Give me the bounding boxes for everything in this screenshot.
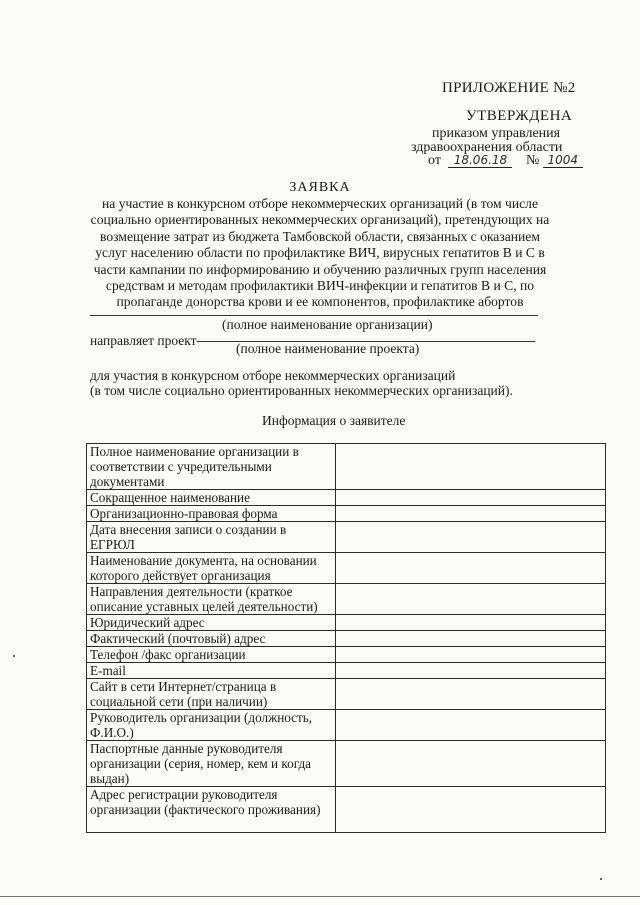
field-label: Юридический адрес <box>87 615 336 631</box>
table-row <box>87 787 606 833</box>
document-title: ЗАЯВКА <box>289 180 351 195</box>
org-name-hint: (полное наименование организации) <box>222 317 433 332</box>
scan-speck <box>13 655 15 657</box>
field-label: Дата внесения записи о создании в ЕГРЮЛ <box>87 522 336 553</box>
table-row <box>87 679 606 710</box>
field-value-cell[interactable] <box>336 679 606 710</box>
appendix-label: ПРИЛОЖЕНИЕ №2 <box>442 80 576 96</box>
field-label: Сокращенное наименование <box>87 490 336 506</box>
table-row <box>87 490 606 506</box>
order-date-line <box>428 153 583 169</box>
applicant-info-title: Информация о заявителе <box>262 413 406 428</box>
intro-paragraph: на участие в конкурсном отборе некоммерческих организаций (в том числе социально ориентированных некоммерческих организаций), претендующих на возмещение затрат из бюджета Тамбовской области, связанных с оказанием услуг населению области по профилактике ВИЧ, вирусных гепатитов В и С в части кампании по информированию и обучению различных групп населения средствам и методам профилактики ВИЧ-инфекции и гепатитов В и С, по пропаганде донорства крови и ее компонентов, профилактике абортов <box>90 196 550 310</box>
field-label: Сайт в сети Интернет/страница в социальной сети (при наличии) <box>87 679 336 710</box>
field-label: Направления деятельности (краткое описание уставных целей деятельности) <box>87 584 336 615</box>
date-prefix: от <box>428 153 441 168</box>
table-row <box>87 522 606 553</box>
applicant-info-table <box>86 443 606 833</box>
participation-line-1: для участия в конкурсном отборе некоммерческих организаций <box>90 368 456 383</box>
table-row <box>87 647 606 663</box>
field-value-cell[interactable] <box>336 615 606 631</box>
field-label: Руководитель организации (должность, Ф.И.О.) <box>87 710 336 741</box>
table-row <box>87 506 606 522</box>
field-label: Организационно-правовая форма <box>87 506 336 522</box>
project-name-hint: (полное наименование проекта) <box>236 341 420 356</box>
field-label: Наименование документа, на основании которого действует организация <box>87 553 336 584</box>
table-row <box>87 631 606 647</box>
scan-speck <box>600 878 602 880</box>
sends-project-label: направляет проект <box>90 333 197 348</box>
field-label: Телефон /факс организации <box>87 647 336 663</box>
field-value-cell[interactable] <box>336 741 606 787</box>
table-row <box>87 584 606 615</box>
order-line-1: приказом управления <box>432 126 561 141</box>
field-value-cell[interactable] <box>336 490 606 506</box>
table-row <box>87 741 606 787</box>
field-label: E-mail <box>87 663 336 679</box>
org-name-line <box>90 315 538 316</box>
approved-label: УТВЕРЖДЕНА <box>466 108 573 124</box>
field-value-cell[interactable] <box>336 647 606 663</box>
table-row <box>87 663 606 679</box>
field-label: Полное наименование организации в соответствии с учредительными документами <box>87 444 336 490</box>
table-row <box>87 615 606 631</box>
field-value-cell[interactable] <box>336 506 606 522</box>
table-row <box>87 553 606 584</box>
participation-line-2: (в том числе социально ориентированных некоммерческих организаций). <box>90 383 513 398</box>
field-value-cell[interactable] <box>336 663 606 679</box>
order-number: 1004 <box>543 153 583 168</box>
field-label: Адрес регистрации руководителя организации (фактического проживания) <box>87 787 336 833</box>
field-label: Фактический (почтовый) адрес <box>87 631 336 647</box>
table-row <box>87 444 606 490</box>
table-row <box>87 710 606 741</box>
field-value-cell[interactable] <box>336 710 606 741</box>
order-line-2: здравоохранения области <box>411 140 563 155</box>
field-value-cell[interactable] <box>336 584 606 615</box>
field-value-cell[interactable] <box>336 444 606 490</box>
field-value-cell[interactable] <box>336 787 606 833</box>
scan-edge <box>0 896 640 897</box>
field-value-cell[interactable] <box>336 631 606 647</box>
field-value-cell[interactable] <box>336 553 606 584</box>
field-label: Паспортные данные руководителя организации (серия, номер, кем и когда выдан) <box>87 741 336 787</box>
field-value-cell[interactable] <box>336 522 606 553</box>
order-date: 18.06.18 <box>448 153 512 168</box>
number-prefix: № <box>525 153 540 168</box>
